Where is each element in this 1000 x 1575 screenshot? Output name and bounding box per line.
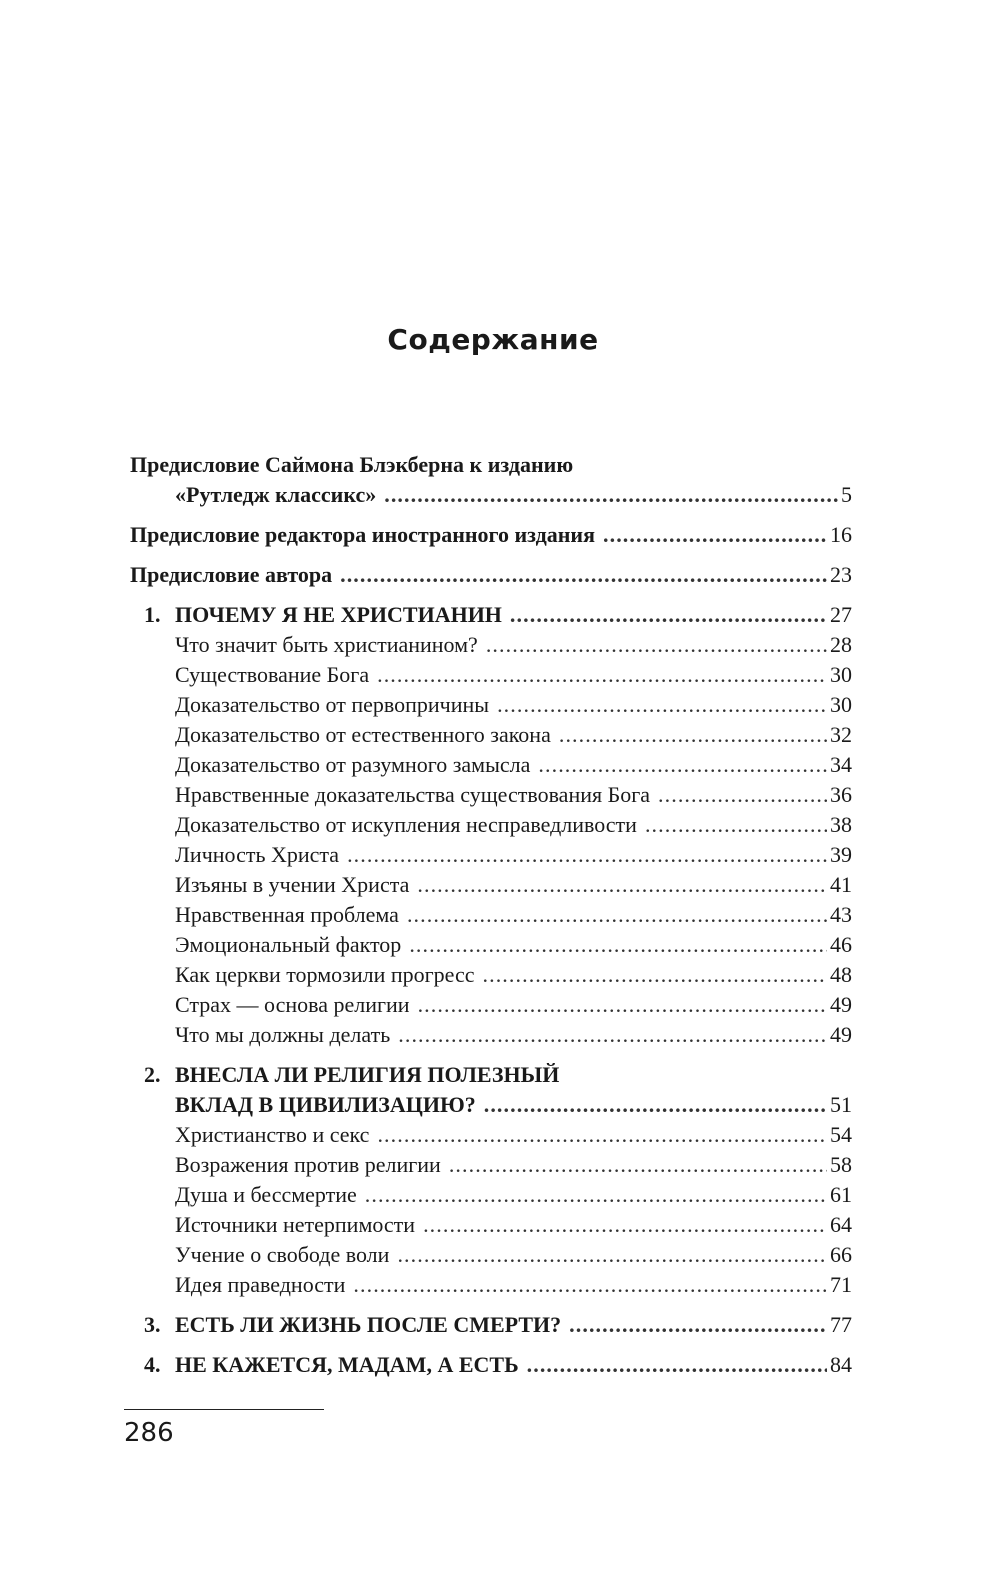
toc-page-number: 46 [830, 932, 852, 957]
dot-leader [407, 900, 827, 930]
chapter-title: ЕСТЬ ЛИ ЖИЗНЬ ПОСЛЕ СМЕРТИ? [175, 1312, 562, 1337]
dot-leader [603, 520, 827, 550]
dot-leader [449, 1150, 827, 1180]
toc-entry-text: Источники нетерпимости [175, 1212, 416, 1237]
toc-entry-text: Доказательство от разумного замысла [175, 752, 531, 777]
dot-leader [377, 660, 827, 690]
chapter-title: ПОЧЕМУ Я НЕ ХРИСТИАНИН [175, 602, 502, 627]
dot-leader [365, 1180, 827, 1210]
table-of-contents [130, 450, 852, 1380]
toc-entry-text: Возражения против религии [175, 1152, 441, 1177]
toc-section-entry[interactable] [130, 750, 852, 780]
toc-section-entry[interactable] [130, 1150, 852, 1180]
toc-entry-text: Предисловие Саймона Блэкберна к изданию [130, 452, 574, 477]
toc-section-entry[interactable] [130, 630, 852, 660]
toc-page-number: 66 [830, 1242, 852, 1267]
toc-page-number: 84 [830, 1352, 852, 1377]
toc-page-number: 71 [830, 1272, 852, 1297]
page-number: 286 [124, 1418, 174, 1448]
toc-section-entry[interactable] [130, 660, 852, 690]
toc-section-entry[interactable] [130, 720, 852, 750]
toc-section-entry[interactable] [130, 1180, 852, 1210]
dot-leader [418, 990, 827, 1020]
dot-leader [397, 1240, 827, 1270]
toc-page-number: 32 [830, 722, 852, 747]
toc-chapter-2[interactable] [130, 1090, 852, 1120]
toc-chapter-4[interactable] [130, 1350, 852, 1380]
toc-page-number: 30 [830, 692, 852, 717]
dot-leader [417, 870, 827, 900]
toc-entry-text: Как церкви тормозили прогресс [175, 962, 475, 987]
toc-section-entry[interactable] [130, 1240, 852, 1270]
dot-leader [497, 690, 827, 720]
footer-rule [124, 1409, 324, 1410]
toc-section-entry[interactable] [130, 780, 852, 810]
dot-leader [377, 1120, 827, 1150]
dot-leader [484, 1090, 827, 1120]
toc-entry-text: Идея праведности [175, 1272, 346, 1297]
dot-leader [569, 1310, 827, 1340]
dot-leader [483, 960, 828, 990]
toc-page-number: 48 [830, 962, 852, 987]
toc-entry-preface-author[interactable] [130, 560, 852, 590]
toc-page-number: 5 [841, 482, 852, 507]
toc-page-number: 16 [830, 522, 852, 547]
dot-leader [510, 600, 827, 630]
dot-leader [645, 810, 827, 840]
toc-entry-text: Душа и бессмертие [175, 1182, 357, 1207]
page-title: Содержание [387, 322, 599, 356]
toc-entry-text: Доказательство от естественного закона [175, 722, 551, 747]
chapter-title: ВКЛАД В ЦИВИЛИЗАЦИЮ? [175, 1092, 476, 1117]
toc-page-number: 64 [830, 1212, 852, 1237]
toc-page-number: 77 [830, 1312, 852, 1337]
dot-leader [423, 1210, 827, 1240]
dot-leader [409, 930, 827, 960]
dot-leader [398, 1020, 827, 1050]
toc-entry-preface-blackburn[interactable] [130, 480, 852, 510]
toc-entry-preface-editor[interactable] [130, 520, 852, 550]
toc-entry-text: Нравственные доказательства существования Бога [175, 782, 651, 807]
toc-section-entry[interactable] [130, 960, 852, 990]
toc-page-number: 51 [830, 1092, 852, 1117]
toc-page-number: 39 [830, 842, 852, 867]
chapter-number: 4. [144, 1352, 161, 1377]
toc-entry-text: Что мы должны делать [175, 1022, 391, 1047]
toc-chapter-1[interactable] [130, 600, 852, 630]
toc-chapter-2-line1[interactable] [130, 1060, 852, 1090]
toc-entry-text: Доказательство от первопричины [175, 692, 490, 717]
toc-page-number: 43 [830, 902, 852, 927]
chapter-number: 2. [144, 1062, 161, 1087]
chapter-title: ВНЕСЛА ЛИ РЕЛИГИЯ ПОЛЕЗНЫЙ [175, 1062, 560, 1087]
toc-section-entry[interactable] [130, 930, 852, 960]
dot-leader [559, 720, 827, 750]
toc-entry-text: Учение о свободе воли [175, 1242, 390, 1267]
toc-entry-text: Личность Христа [175, 842, 340, 867]
toc-entry-text: «Рутледж классикс» [175, 482, 377, 507]
toc-section-entry[interactable] [130, 1020, 852, 1050]
toc-section-entry[interactable] [130, 870, 852, 900]
toc-entry-text: Что значит быть христианином? [175, 632, 478, 657]
toc-entry-text: Христианство и секс [175, 1122, 370, 1147]
toc-page-number: 49 [830, 992, 852, 1017]
toc-page-number: 38 [830, 812, 852, 837]
toc-section-entry[interactable] [130, 990, 852, 1020]
toc-page-number: 41 [830, 872, 852, 897]
toc-section-entry[interactable] [130, 840, 852, 870]
toc-entry-text: Страх — основа религии [175, 992, 410, 1017]
toc-page-number: 34 [830, 752, 852, 777]
dot-leader [486, 630, 827, 660]
toc-entry-text: Существование Бога [175, 662, 370, 687]
toc-page-number: 28 [830, 632, 852, 657]
toc-page-number: 61 [830, 1182, 852, 1207]
toc-entry-text: Эмоциональный фактор [175, 932, 402, 957]
toc-page-number: 54 [830, 1122, 852, 1147]
chapter-title: НЕ КАЖЕТСЯ, МАДАМ, А ЕСТЬ [175, 1352, 519, 1377]
chapter-number: 3. [144, 1312, 161, 1337]
toc-page-number: 58 [830, 1152, 852, 1177]
dot-leader [340, 560, 827, 590]
toc-section-entry[interactable] [130, 900, 852, 930]
toc-section-entry[interactable] [130, 810, 852, 840]
toc-chapter-3[interactable] [130, 1310, 852, 1340]
dot-leader [538, 750, 827, 780]
dot-leader [658, 780, 827, 810]
dot-leader [527, 1350, 827, 1380]
toc-page-number: 49 [830, 1022, 852, 1047]
toc-entry-text: Предисловие автора [130, 562, 333, 587]
toc-section-entry[interactable] [130, 1210, 852, 1240]
toc-entry-text: Доказательство от искупления несправедливости [175, 812, 637, 837]
toc-page-number: 27 [830, 602, 852, 627]
toc-page-number: 23 [830, 562, 852, 587]
dot-leader [353, 1270, 827, 1300]
chapter-number: 1. [144, 602, 161, 627]
dot-leader [347, 840, 827, 870]
toc-entry-text: Предисловие редактора иностранного издания [130, 522, 595, 547]
toc-page-number: 30 [830, 662, 852, 687]
toc-page-number: 36 [830, 782, 852, 807]
toc-section-entry[interactable] [130, 690, 852, 720]
toc-section-entry[interactable] [130, 1270, 852, 1300]
dot-leader [384, 480, 838, 510]
toc-section-entry[interactable] [130, 1120, 852, 1150]
toc-entry-text: Нравственная проблема [175, 902, 399, 927]
toc-entry-text: Изъяны в учении Христа [175, 872, 410, 897]
toc-entry-preface-blackburn-line1[interactable] [130, 450, 852, 480]
